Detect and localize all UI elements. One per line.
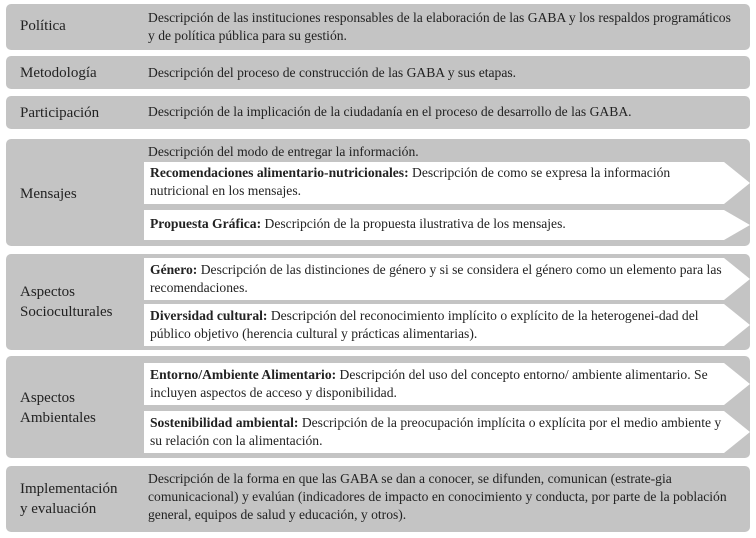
row-label-line1: Implementación bbox=[20, 481, 118, 497]
item-term: Género: bbox=[150, 262, 198, 277]
row-label-line1: Aspectos bbox=[20, 390, 75, 406]
arrow-box bbox=[144, 411, 750, 453]
arrow-box bbox=[144, 258, 750, 300]
arrow-box bbox=[144, 210, 750, 240]
item-term: Sostenibilidad ambiental: bbox=[150, 415, 299, 430]
item-term: Diversidad cultural: bbox=[150, 308, 268, 323]
arrow-box-text bbox=[150, 307, 724, 343]
row-description: Descripción de las instituciones responsables de la elaboración de las GABA y los respaldos programáticos y de política pública para su gestión. bbox=[148, 10, 731, 43]
row-socioculturales bbox=[6, 254, 750, 350]
row-label: Participación bbox=[20, 105, 100, 121]
row-label-line2: Ambientales bbox=[20, 410, 96, 426]
arrow-box-text bbox=[150, 414, 724, 450]
row-implementacion bbox=[6, 466, 750, 532]
item-term: Propuesta Gráfica: bbox=[150, 216, 262, 231]
row-label: Mensajes bbox=[20, 186, 77, 202]
arrow-box-text bbox=[150, 164, 724, 200]
row-label-line1: Aspectos bbox=[20, 284, 75, 300]
row-label-line2: Socioculturales bbox=[20, 304, 113, 320]
arrow-box-text bbox=[150, 366, 724, 402]
row-metodologia bbox=[6, 56, 750, 89]
row-label bbox=[20, 282, 112, 322]
row-participacion bbox=[6, 96, 750, 129]
row-mensajes bbox=[6, 139, 750, 246]
arrow-box bbox=[144, 363, 750, 405]
item-desc: Descripción de las distinciones de género y si se considera el género como un elemento para las recomendaciones. bbox=[150, 262, 722, 295]
row-ambientales bbox=[6, 356, 750, 458]
item-desc: Descripción de la preocupación implícita o explícita por el medio ambiente y su relación con la alimentación. bbox=[150, 415, 722, 448]
item-term: Recomendaciones alimentario-nutricionales: bbox=[150, 165, 409, 180]
row-politica bbox=[6, 4, 750, 50]
arrow-box-text bbox=[150, 261, 724, 297]
item-desc: Descripción del reconocimiento implícito o explícito de la heterogenei-dad del público objetivo (herencia cultural y prácticas alimentarias). bbox=[150, 308, 699, 341]
row-description: Descripción de la implicación de la ciudadanía en el proceso de desarrollo de las GABA. bbox=[148, 104, 632, 119]
row-intro: Descripción del modo de entregar la información. bbox=[148, 144, 419, 159]
row-label: Metodología bbox=[20, 65, 97, 81]
arrow-box-text bbox=[150, 215, 724, 233]
item-term: Entorno/Ambiente Alimentario: bbox=[150, 367, 337, 382]
row-label: Política bbox=[20, 18, 66, 34]
item-desc: Descripción de como se expresa la información nutricional en los mensajes. bbox=[150, 165, 671, 198]
arrow-box bbox=[144, 162, 750, 204]
row-label bbox=[20, 479, 117, 519]
item-desc: Descripción del uso del concepto entorno/ ambiente alimentario. Se incluyen aspectos de acceso y disponibilidad. bbox=[150, 367, 708, 400]
arrow-box bbox=[144, 304, 750, 346]
row-description: Descripción del proceso de construcción de las GABA y sus etapas. bbox=[148, 65, 517, 80]
item-desc: Descripción de la propuesta ilustrativa de los mensajes. bbox=[261, 216, 566, 231]
row-label bbox=[20, 388, 96, 428]
row-description: Descripción de la forma en que las GABA se dan a conocer, se difunden, comunican (estrate-gia comunicacional) y evalúan (indicadores de impacto en conocimiento y conducta, por parte de la población general, equipos de salud y educación, y otros). bbox=[148, 471, 727, 522]
row-label-line2: y evaluación bbox=[20, 501, 97, 517]
